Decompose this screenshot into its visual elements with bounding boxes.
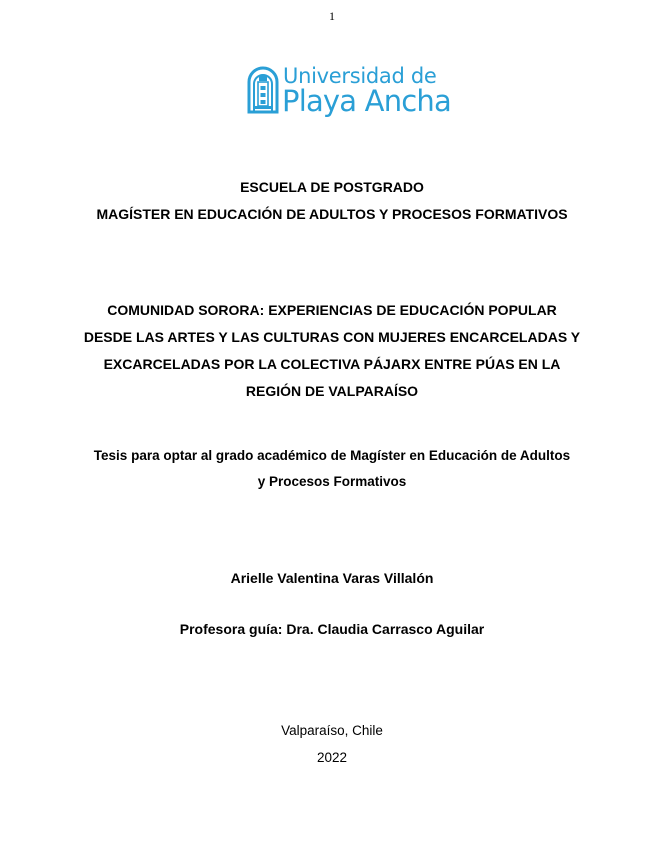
page-number: 1: [329, 9, 335, 23]
lighthouse-emblem-icon: [246, 66, 280, 114]
logo-text-universidad: Universidad de: [283, 64, 437, 88]
school-name: ESCUELA DE POSTGRADO: [240, 179, 424, 195]
thesis-title-line: EXCARCELADAS POR LA COLECTIVA PÁJARX ENTRE PÚAS EN LA: [103, 356, 561, 372]
thesis-title-line: COMUNIDAD SORORA: EXPERIENCIAS DE EDUCACIÓN POPULAR: [107, 302, 557, 318]
thesis-title: [0, 297, 664, 405]
program-name: MAGÍSTER EN EDUCACIÓN DE ADULTOS Y PROCESOS FORMATIVOS: [96, 206, 568, 222]
place: Valparaíso, Chile: [281, 723, 383, 738]
university-logo: [244, 64, 451, 120]
thesis-title-line: DESDE LAS ARTES Y LAS CULTURAS CON MUJERES ENCARCELADAS Y: [83, 329, 581, 345]
logo-text-playa-ancha: Playa Ancha: [282, 84, 451, 118]
degree-statement: [0, 443, 664, 495]
author-name: Arielle Valentina Varas Villalón: [230, 570, 434, 586]
year: 2022: [316, 750, 348, 765]
degree-line: Tesis para optar al grado académico de Magíster en Educación de Adultos: [93, 448, 571, 463]
thesis-title-line: REGIÓN DE VALPARAÍSO: [245, 383, 419, 399]
school-heading: [0, 174, 664, 228]
place-and-date: [0, 717, 664, 771]
advisor-name: Profesora guía: Dra. Claudia Carrasco Aguilar: [179, 621, 485, 637]
degree-line: y Procesos Formativos: [257, 474, 407, 489]
